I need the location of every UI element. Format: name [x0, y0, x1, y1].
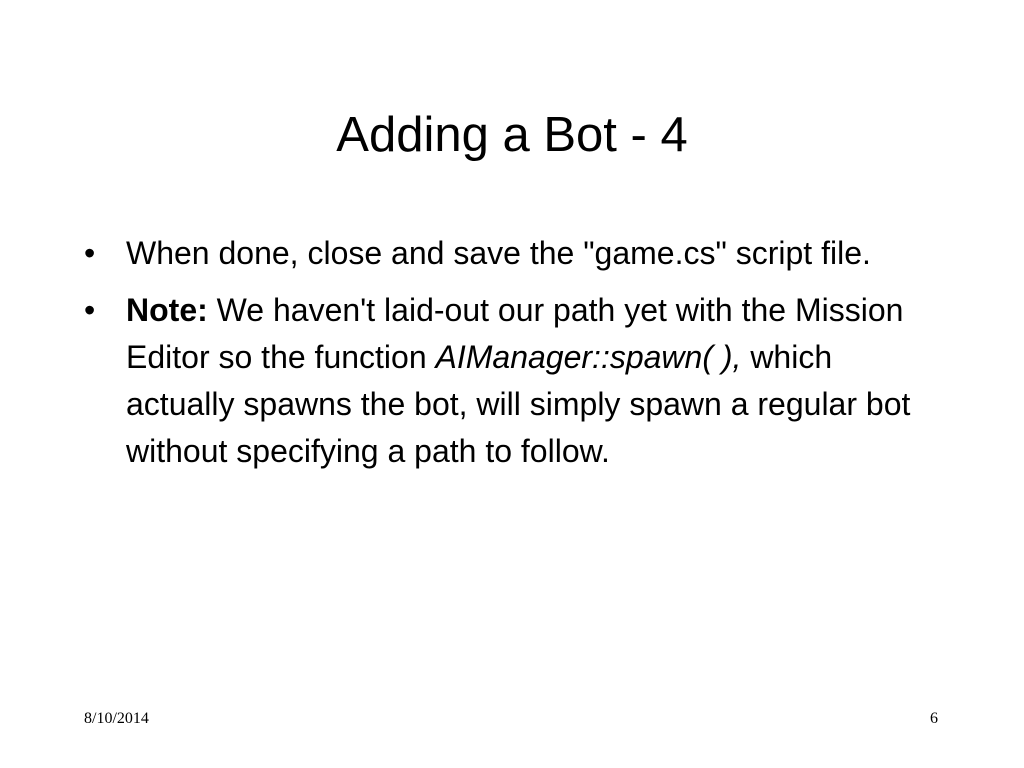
bullet-text-after: which actually spawns the bot, will simply spawn a regular bot without specifying a path to follow. [126, 339, 911, 469]
bullet-item [84, 287, 944, 475]
bullet-text-before: We haven't laid-out our path yet with the Mission Editor so the function [126, 292, 904, 375]
note-label: Note: [126, 292, 208, 328]
bullet-marker: • [84, 292, 96, 328]
footer-date: 8/10/2014 [84, 710, 149, 727]
function-name: AIManager::spawn( ), [435, 339, 742, 375]
bullet-marker: • [84, 235, 96, 271]
slide-title: Adding a Bot - 4 [336, 108, 688, 162]
bullet-item [84, 230, 944, 277]
bullet-text: When done, close and save the "game.cs" script file. [126, 235, 871, 271]
page-number: 6 [930, 710, 938, 727]
bullet-list [84, 230, 944, 485]
